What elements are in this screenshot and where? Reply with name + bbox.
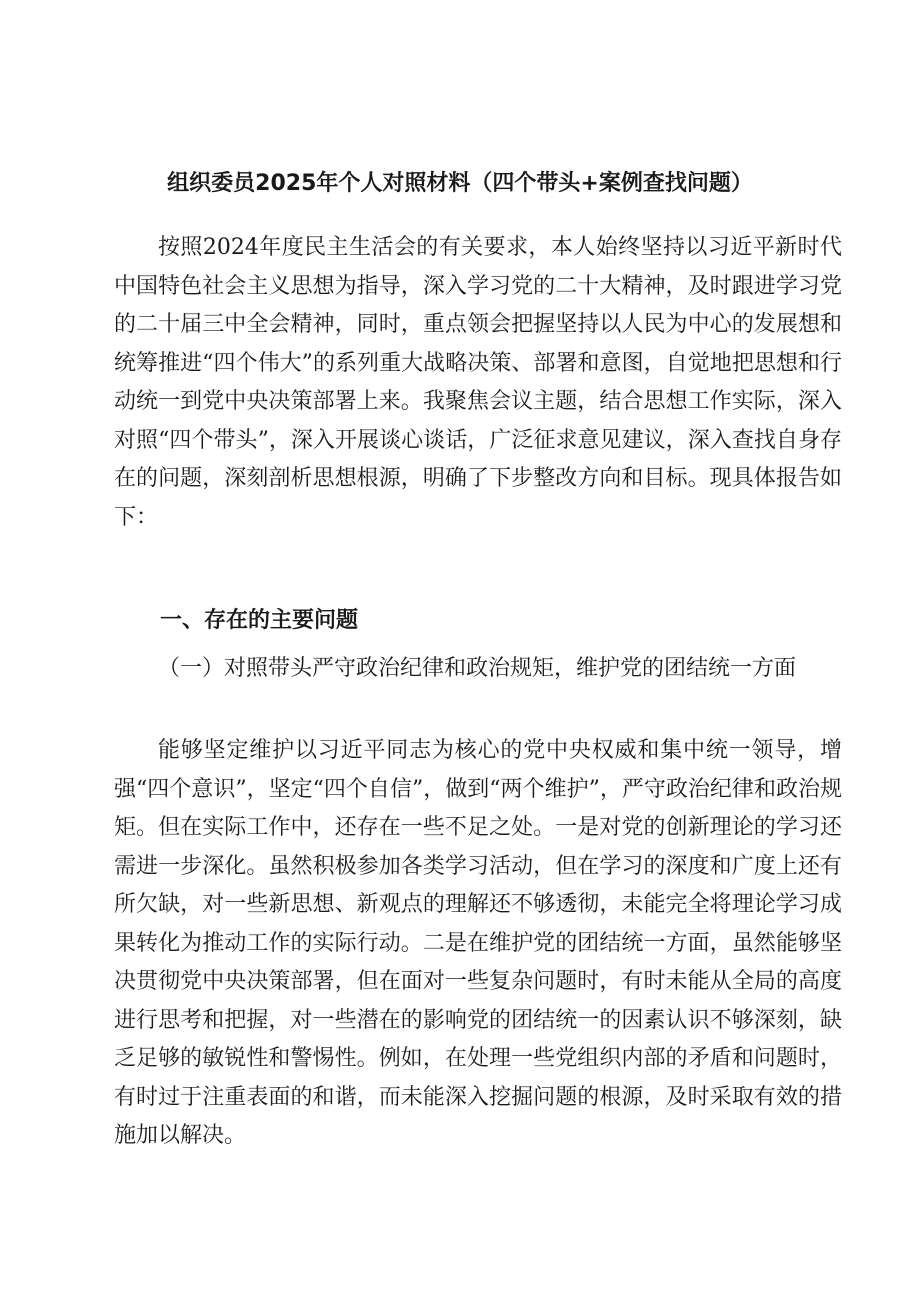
- subsection-heading-political-discipline: （一）对照带头严守政治纪律和政治规矩，维护党的团结统一方面: [158, 656, 797, 681]
- document-title: 组织委员2025年个人对照材料（四个带头+案例查找问题）: [167, 171, 753, 196]
- intro-paragraph: 按照2024年度民主生活会的有关要求，本人始终坚持以习近平新时代中国特色社会主义思想为指导，深入学习党的二十大精神，及时跟进学习党的二十届三中全会精神，同时，重点领会把握坚持以人民为中心的发展想和统筹推进“四个伟大”的系列重大战略决策、部署和意图，自觉地把思想和行动统一到党中央决策部署上来。我聚焦会议主题，结合思想工作实际，深入对照“四个带头”，深入开展谈心谈话，广泛征求意见建议，深入查找自身存在的问题，深刻剖析思想根源，明确了下步整改方向和目标。现具体报告如下：: [114, 235, 842, 530]
- subsection-body-paragraph: 能够坚定维护以习近平同志为核心的党中央权威和集中统一领导，增强“四个意识”，坚定“四个自信”，做到“两个维护”，严守政治纪律和政治规矩。但在实际工作中，还存在一些不足之处。一是对党的创新理论的学习还需进一步深化。虽然积极参加各类学习活动，但在学习的深度和广度上还有所欠缺，对一些新思想、新观点的理解还不够透彻，未能完全将理论学习成果转化为推动工作的实际行动。二是在维护党的团结统一方面，虽然能够坚决贯彻党中央决策部署，但在面对一些复杂问题时，有时未能从全局的高度进行思考和把握，对一些潜在的影响党的团结统一的因素认识不够深刻，缺乏足够的敏锐性和警惕性。例如，在处理一些党组织内部的矛盾和问题时，有时过于注重表面的和谐，而未能深入挖掘问题的根源，及时采取有效的措施加以解决。: [114, 738, 842, 1148]
- section-heading-main-problems: 一、存在的主要问题: [160, 608, 359, 633]
